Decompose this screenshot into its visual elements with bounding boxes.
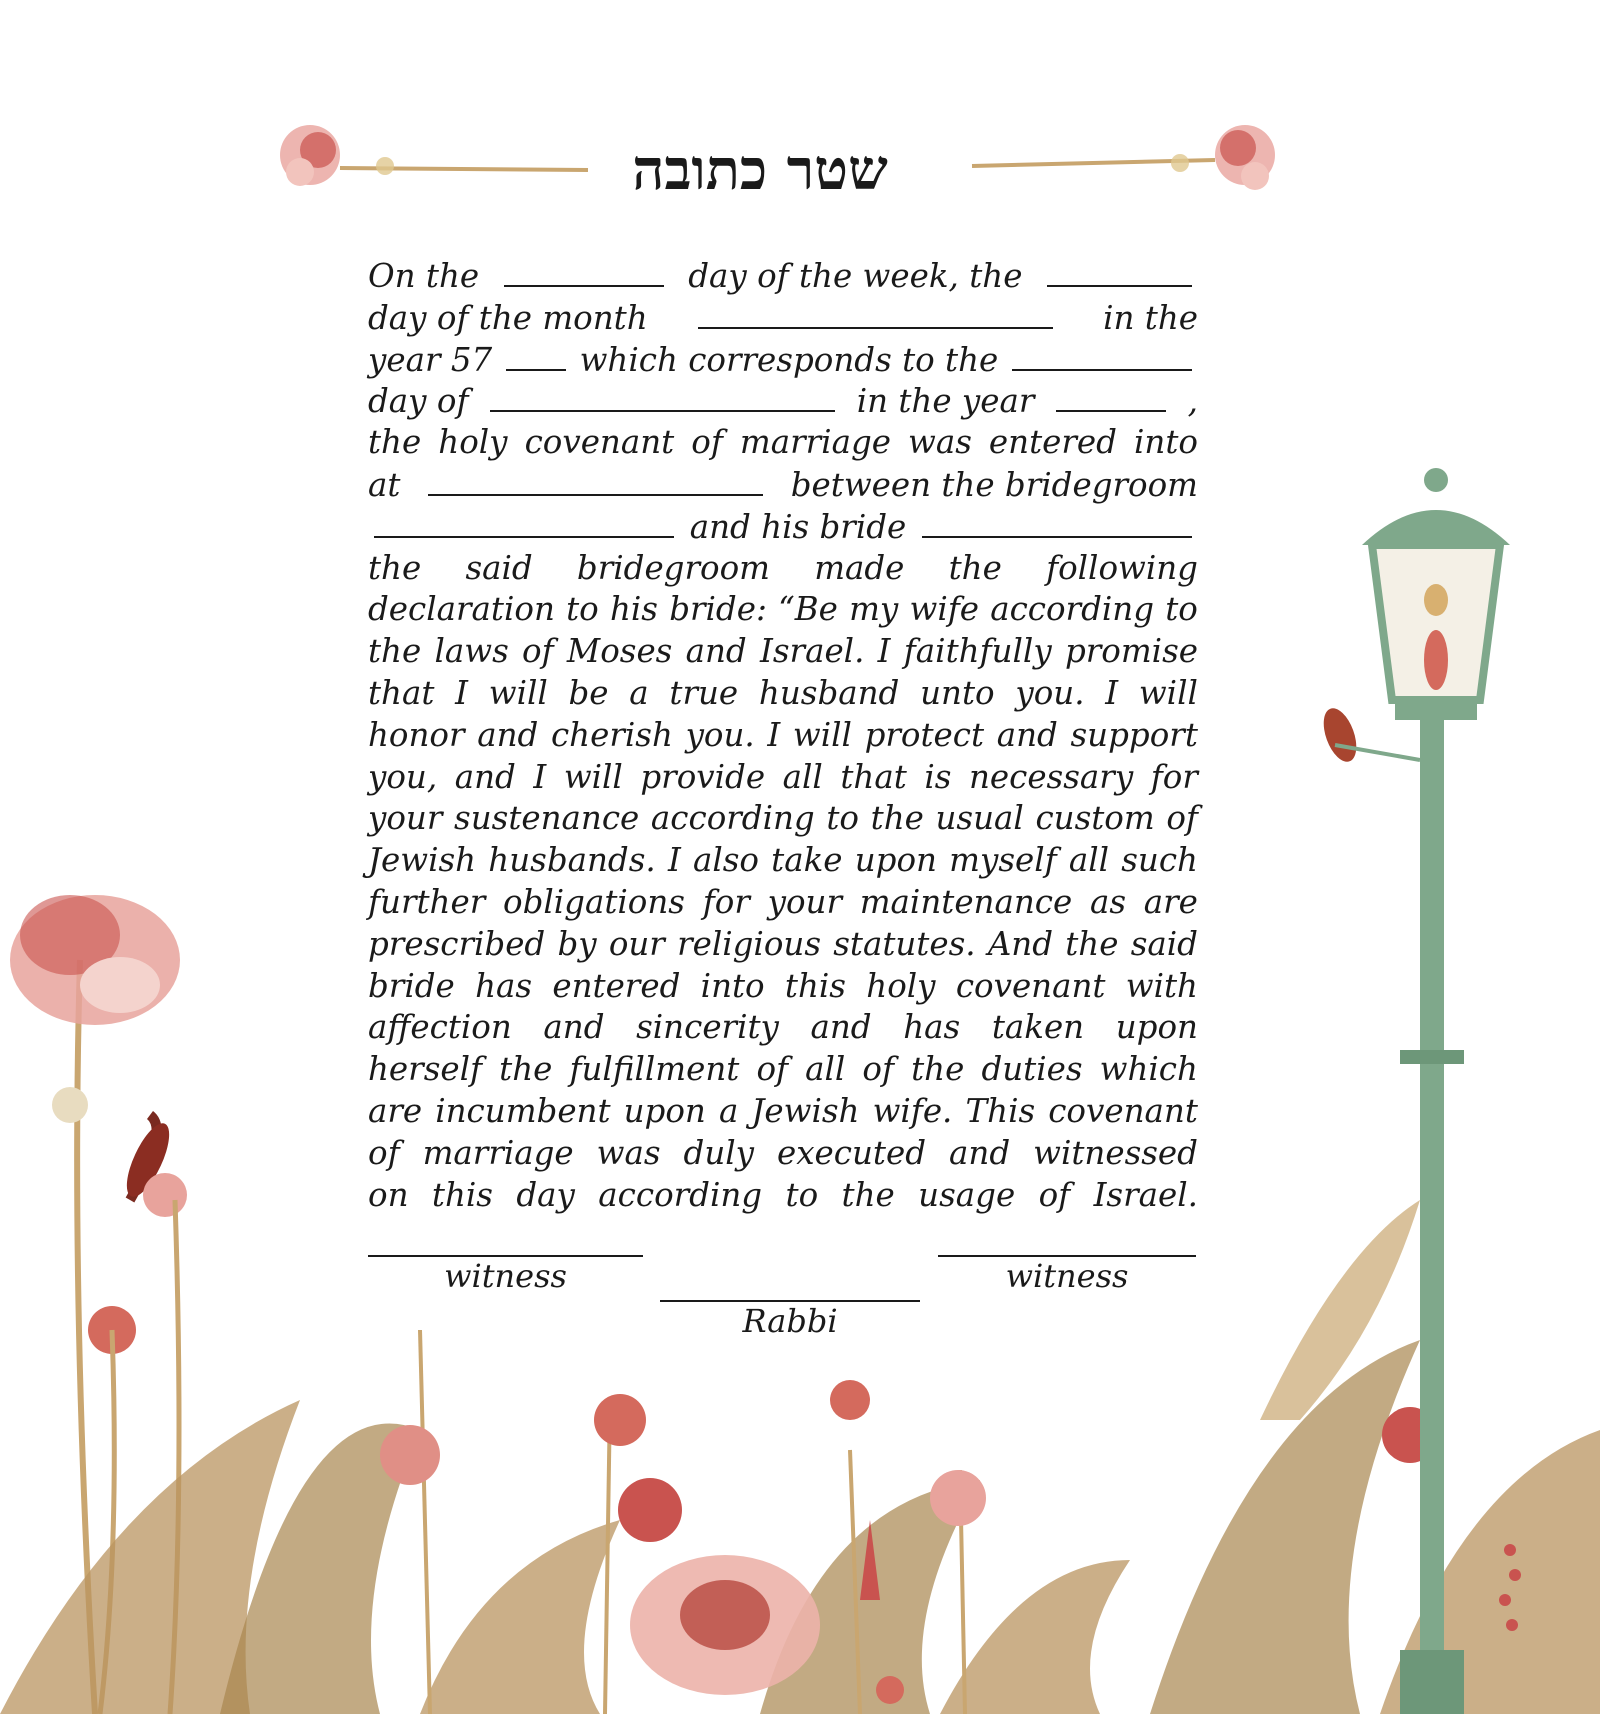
text-word: to: [566, 590, 599, 629]
text-word: by: [557, 924, 597, 963]
text-word: marriage: [422, 1133, 574, 1172]
text-word: covenant: [524, 423, 675, 462]
text-word: the: [368, 423, 422, 462]
text-word: is: [924, 757, 952, 796]
text-word: be: [568, 673, 609, 712]
text-word: and: [949, 1133, 1011, 1172]
text-word: you,: [368, 757, 438, 796]
text-segment: year 57: [368, 340, 493, 379]
text-word: I: [1105, 673, 1119, 712]
text-word: entered: [988, 423, 1117, 462]
text-word: husband: [758, 673, 900, 712]
text-word: will: [563, 757, 623, 796]
text-word: laws: [434, 632, 509, 671]
text-line: [368, 673, 1198, 715]
text-word: honor: [368, 715, 465, 754]
text-word: are: [368, 1091, 423, 1130]
text-line: [368, 1049, 1198, 1091]
text-word: I: [767, 715, 781, 754]
fill-in-blank[interactable]: [922, 506, 1192, 538]
text-word: holy: [438, 423, 508, 462]
text-word: wife: [909, 590, 979, 629]
text-word: will: [1138, 673, 1198, 712]
text-word: you.: [685, 715, 755, 754]
fill-in-blank[interactable]: [504, 255, 664, 287]
text-word: bride: [368, 966, 455, 1005]
text-line: [368, 422, 1198, 464]
top-right-flower: [972, 125, 1275, 190]
text-word: bride:: [669, 590, 767, 629]
text-word: on: [368, 1175, 409, 1214]
text-word: the: [499, 1050, 553, 1089]
text-segment: ,: [1187, 382, 1198, 421]
text-word: the: [911, 1050, 965, 1089]
ketubah-text: [368, 255, 1198, 1216]
text-word: also: [692, 841, 759, 880]
text-word: for: [1150, 757, 1198, 796]
text-line: [368, 1175, 1198, 1217]
text-line: [368, 506, 1198, 548]
text-word: which: [1099, 1050, 1198, 1089]
text-segment: and his bride: [689, 507, 907, 546]
text-word: the: [948, 548, 1002, 587]
text-word: into: [700, 966, 765, 1005]
text-word: I: [877, 632, 891, 671]
text-word: further: [368, 882, 486, 921]
text-word: herself: [368, 1050, 483, 1089]
fill-in-blank[interactable]: [1056, 380, 1166, 412]
text-word: the: [368, 548, 422, 587]
text-word: the: [870, 799, 924, 838]
text-word: your: [767, 882, 842, 921]
rabbi-label: Rabbi: [742, 1302, 838, 1340]
text-word: myself: [949, 841, 1057, 880]
text-word: incumbent: [435, 1091, 611, 1130]
text-word: the: [841, 1175, 895, 1214]
fill-in-blank[interactable]: [374, 506, 674, 538]
text-word: witnessed: [1033, 1133, 1198, 1172]
text-word: fulfillment: [569, 1050, 740, 1089]
text-word: this: [431, 1175, 493, 1214]
text-word: of: [1166, 799, 1198, 838]
text-segment: day of the week, the: [688, 257, 1023, 295]
text-word: day: [516, 1175, 575, 1214]
text-line: [368, 757, 1198, 799]
text-word: And: [987, 924, 1054, 963]
text-word: declaration: [368, 590, 555, 629]
fill-in-blank[interactable]: [698, 297, 1053, 329]
witness-right-signature: [938, 1255, 1196, 1295]
text-word: protect: [864, 715, 985, 754]
text-word: upon: [1115, 1008, 1198, 1047]
text-line: [368, 1133, 1198, 1175]
text-word: Israel.: [760, 632, 865, 671]
text-word: was: [596, 1133, 661, 1172]
text-line: [368, 464, 1198, 506]
text-word: covenant: [955, 966, 1106, 1005]
text-word: “Be: [778, 590, 838, 629]
text-line: [368, 924, 1198, 966]
text-line: [368, 1091, 1198, 1133]
text-line: [368, 339, 1198, 381]
text-word: usage: [918, 1175, 1016, 1214]
text-word: according: [990, 590, 1155, 629]
text-word: all: [1068, 841, 1110, 880]
text-word: all: [805, 1050, 846, 1089]
text-word: Jewish: [751, 1091, 860, 1130]
text-word: marriage: [739, 423, 891, 462]
text-segment: between the bridegroom: [790, 465, 1198, 504]
text-word: duties: [981, 1050, 1083, 1089]
text-word: and: [996, 715, 1058, 754]
text-word: prescribed: [368, 924, 546, 963]
witness-left-label: witness: [444, 1257, 567, 1295]
text-word: cherish: [550, 715, 673, 754]
text-word: to: [785, 1175, 819, 1214]
text-word: sustenance: [454, 799, 640, 838]
text-line: [368, 631, 1198, 673]
text-word: this: [784, 966, 846, 1005]
text-line: [368, 297, 1198, 339]
text-word: of: [862, 1050, 895, 1089]
text-word: his: [609, 590, 658, 629]
text-word: the: [1065, 924, 1119, 963]
text-word: and: [477, 715, 539, 754]
text-word: bridegroom: [576, 548, 770, 587]
text-word: of: [691, 423, 723, 462]
text-word: of: [522, 632, 554, 671]
fill-in-blank[interactable]: [490, 380, 835, 412]
text-line: [368, 1007, 1198, 1049]
text-word: a: [718, 1091, 739, 1130]
witness-right-label: witness: [1005, 1257, 1129, 1295]
text-word: of: [1038, 1175, 1071, 1214]
text-word: that: [368, 673, 435, 712]
text-word: statutes.: [833, 924, 976, 963]
text-word: taken: [991, 1008, 1085, 1047]
text-word: the: [368, 632, 422, 671]
text-word: was: [908, 423, 972, 462]
text-word: into: [1134, 423, 1198, 462]
text-word: are: [1143, 882, 1198, 921]
text-word: made: [814, 548, 905, 587]
text-word: Israel.: [1093, 1175, 1198, 1214]
text-word: upon: [854, 841, 937, 880]
fill-in-blank[interactable]: [428, 464, 763, 496]
text-word: of: [368, 1133, 400, 1172]
text-word: entered: [552, 966, 681, 1005]
text-line: [368, 380, 1198, 422]
text-word: as: [1089, 882, 1127, 921]
text-word: such: [1121, 841, 1198, 880]
text-word: religious: [677, 924, 821, 963]
text-word: said: [1130, 924, 1198, 963]
text-word: with: [1125, 966, 1198, 1005]
text-segment: in the: [1103, 298, 1198, 337]
text-word: I: [667, 841, 681, 880]
text-word: according: [598, 1175, 763, 1214]
text-word: Moses: [566, 632, 673, 671]
text-segment: which corresponds to the: [579, 340, 999, 379]
text-word: will: [488, 673, 548, 712]
text-word: will: [792, 715, 852, 754]
text-word: necessary: [968, 757, 1134, 796]
text-word: maintenance: [859, 882, 1073, 921]
text-line: [368, 715, 1198, 757]
fill-in-blank[interactable]: [506, 339, 566, 371]
text-word: upon: [623, 1091, 706, 1130]
text-word: and: [543, 1008, 605, 1047]
text-word: obligations: [503, 882, 685, 921]
text-word: usual: [935, 799, 1024, 838]
text-line: [368, 589, 1198, 631]
text-word: and: [685, 632, 747, 671]
text-word: custom: [1035, 799, 1155, 838]
text-word: said: [465, 548, 533, 587]
text-word: I: [455, 673, 469, 712]
text-word: has: [903, 1008, 961, 1047]
text-line: [368, 255, 1198, 297]
text-segment: day of: [368, 382, 469, 421]
text-segment: On the: [368, 257, 480, 295]
text-word: sincerity: [636, 1008, 779, 1047]
text-word: duly: [683, 1133, 755, 1172]
text-segment: in the year: [856, 382, 1035, 421]
top-left-flower: [280, 125, 588, 186]
text-word: and: [454, 757, 516, 796]
text-word: provide: [640, 757, 766, 796]
rabbi-signature: [660, 1300, 920, 1340]
text-word: you.: [1015, 673, 1085, 712]
text-word: husbands.: [488, 841, 656, 880]
text-word: all: [782, 757, 823, 796]
text-word: wife.: [872, 1091, 953, 1130]
text-word: of: [756, 1050, 789, 1089]
text-word: take: [771, 841, 843, 880]
text-word: I: [533, 757, 547, 796]
text-word: unto: [920, 673, 995, 712]
text-line: [368, 840, 1198, 882]
text-word: for: [702, 882, 750, 921]
text-word: your: [368, 799, 443, 838]
text-segment: day of the month: [368, 298, 648, 337]
text-word: covenant: [1048, 1091, 1198, 1130]
text-word: Jewish: [368, 841, 477, 880]
text-word: my: [849, 590, 899, 629]
text-line: [368, 548, 1198, 590]
witness-left-signature: [368, 1255, 643, 1295]
text-word: true: [669, 673, 739, 712]
text-line: [368, 966, 1198, 1008]
text-word: our: [608, 924, 665, 963]
text-word: to: [826, 799, 860, 838]
text-word: that: [840, 757, 907, 796]
fill-in-blank[interactable]: [1012, 339, 1192, 371]
text-word: according: [650, 799, 815, 838]
text-word: faithfully: [903, 632, 1052, 671]
text-word: following: [1046, 548, 1198, 587]
text-word: This: [965, 1091, 1036, 1130]
fill-in-blank[interactable]: [1047, 255, 1192, 287]
text-line: [368, 882, 1198, 924]
text-word: holy: [866, 966, 936, 1005]
text-word: affection: [368, 1008, 512, 1047]
text-word: executed: [777, 1133, 927, 1172]
text-word: and: [810, 1008, 872, 1047]
page-title: שטר כתובה: [632, 137, 888, 203]
text-word: to: [1165, 590, 1198, 629]
text-segment: at: [368, 465, 401, 504]
text-word: has: [475, 966, 533, 1005]
text-line: [368, 798, 1198, 840]
text-word: promise: [1064, 632, 1198, 671]
text-word: a: [629, 673, 649, 712]
text-word: support: [1070, 715, 1198, 754]
